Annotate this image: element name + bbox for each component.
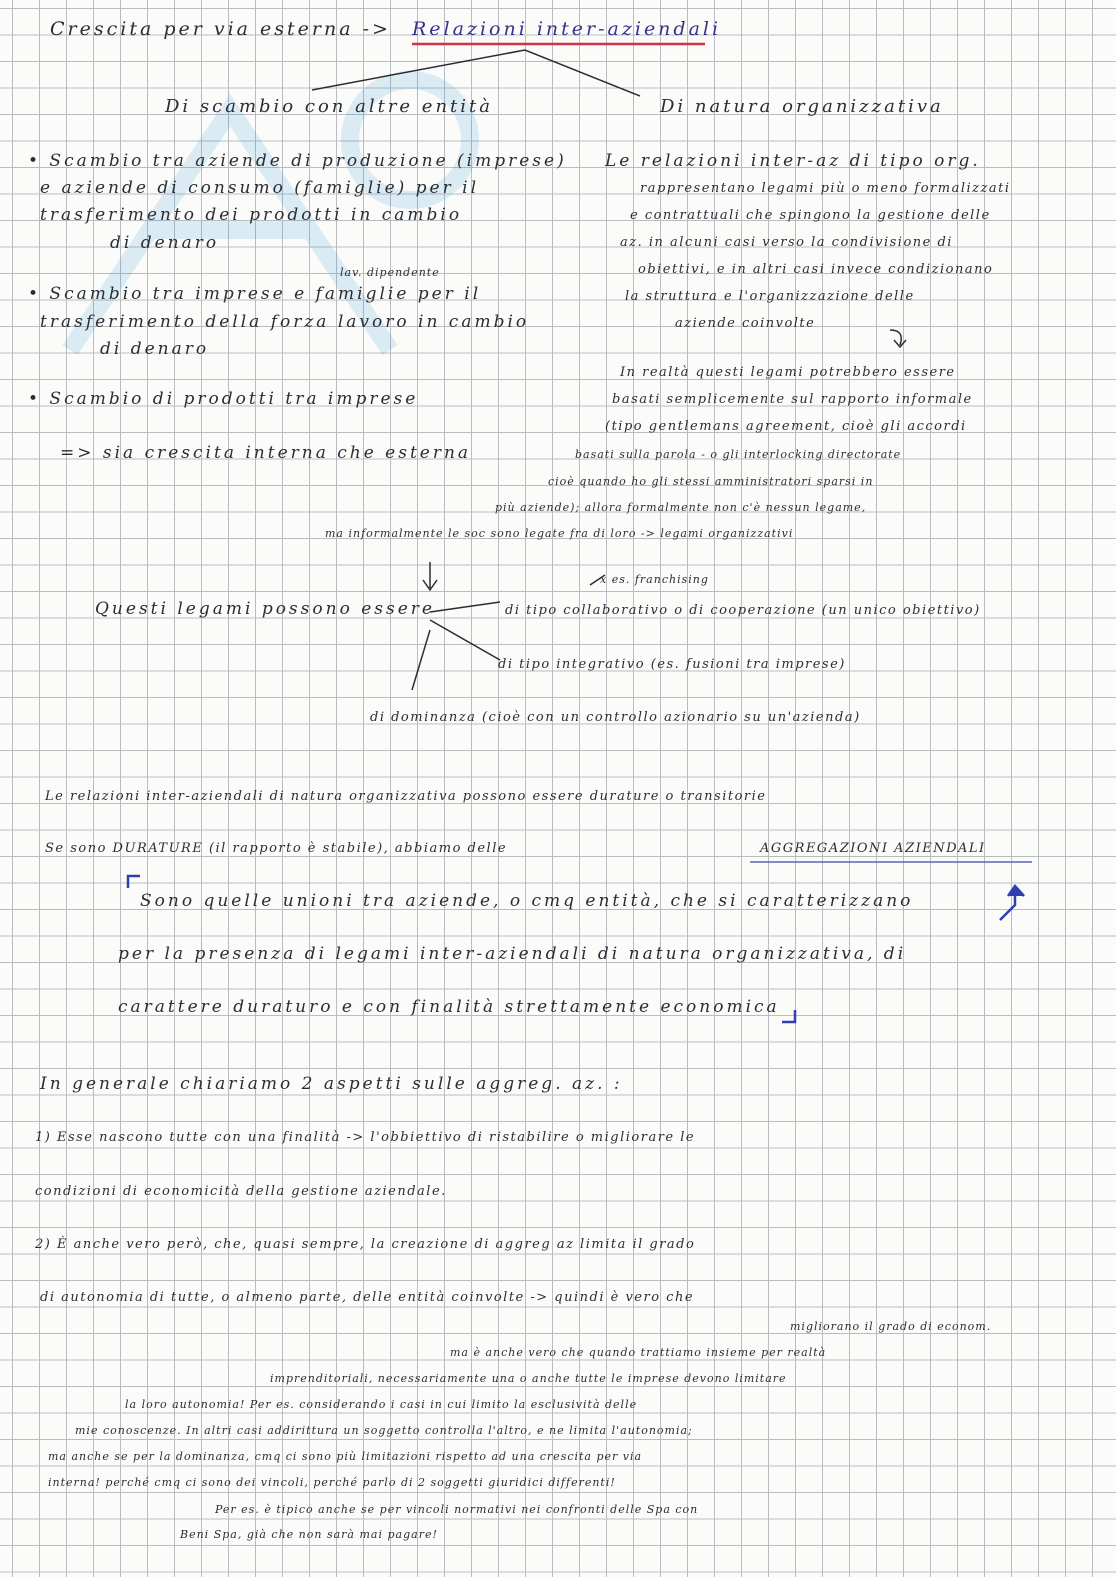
note-line-3: la loro autonomia! Per es. considerando i casi in cui limito la esclusività delle — [125, 1398, 638, 1411]
aggregazioni-heading: AGGREGAZIONI AZIENDALI — [760, 841, 986, 856]
right-text-4: az. in alcuni casi verso la condivisione di — [620, 235, 953, 250]
left-text-2: e aziende di consumo (famiglie) per il — [40, 178, 480, 198]
bracket-open-icon — [128, 876, 140, 888]
right-text-3: e contrattuali che spingono la gestione delle — [630, 208, 991, 223]
aspetto-2a: 2) È anche vero però, che, quasi sempre, la creazione di aggreg az limita il grado — [35, 1237, 696, 1252]
right-text-8: In realtà questi legami potrebbero essere — [620, 365, 956, 380]
note-franchising: x es. franchising — [600, 573, 709, 586]
left-note-lav: lav. dipendente — [340, 266, 440, 279]
right-text-1: Le relazioni inter-az di tipo org. — [605, 151, 981, 171]
aspetto-1a: 1) Esse nascono tutte con una finalità -> l'obbiettivo di ristabilire o migliorare le — [35, 1130, 696, 1145]
note-line-6: interna! perché cmq ci sono dei vincoli, perché parlo di 2 soggetti giuridici differenti! — [48, 1476, 616, 1489]
legami-collaborativo: di tipo collaborativo o di cooperazione (un unico obiettivo) — [505, 603, 981, 618]
def-line-1: Sono quelle unioni tra aziende, o cmq entità, che si caratterizzano — [140, 891, 914, 911]
aspetto-2c: migliorano il grado di econom. — [790, 1320, 992, 1333]
note-line-1: ma è anche vero che quando trattiamo insieme per realtà — [450, 1346, 827, 1359]
left-text-9: => sia crescita interna che esterna — [60, 443, 472, 463]
branch-organizzativa: Di natura organizzativa — [660, 96, 944, 117]
left-text-6: trasferimento della forza lavoro in cambio — [40, 312, 530, 332]
note-line-5: ma anche se per la dominanza, cmq ci sono più limitazioni rispetto ad una crescita per via — [48, 1450, 643, 1463]
branch-line-domin — [412, 630, 430, 690]
left-text-5: • Scambio tra imprese e famiglie per il — [28, 284, 482, 304]
heading-crescita: Crescita per via esterna -> — [50, 18, 391, 40]
right-text-12: cioè quando ho gli stessi amministratori sparsi in — [548, 475, 874, 488]
note-line-8: Beni Spa, già che non sarà mai pagare! — [180, 1528, 438, 1541]
left-text-1: • Scambio tra aziende di produzione (imprese) — [28, 151, 567, 171]
def-line-3: carattere duraturo e con finalità strettamente economica — [118, 997, 780, 1017]
aspetto-1b: condizioni di economicità della gestione aziendale. — [35, 1184, 447, 1199]
right-text-6: la struttura e l'organizzazione delle — [625, 289, 915, 304]
right-text-10: (tipo gentlemans agreement, cioè gli accordi — [605, 419, 967, 434]
branch-line-collab — [430, 602, 500, 612]
branch-scambio: Di scambio con altre entità — [165, 96, 493, 117]
down-arrow-icon — [423, 562, 437, 590]
bracket-close-icon — [782, 1010, 795, 1022]
right-text-5: obiettivi, e in altri casi invece condizionano — [638, 262, 994, 277]
heading-relazioni: Relazioni inter-aziendali — [412, 18, 722, 40]
left-text-7: di denaro — [100, 339, 210, 359]
curved-arrow-icon — [890, 330, 906, 347]
left-text-4: di denaro — [110, 233, 220, 253]
left-text-3: trasferimento dei prodotti in cambio — [40, 205, 463, 225]
durature-se: Se sono DURATURE (il rapporto è stabile), abbiamo delle — [45, 841, 508, 856]
branch-line-integr — [430, 620, 500, 660]
left-text-8: • Scambio di prodotti tra imprese — [28, 389, 419, 409]
right-text-2: rappresentano legami più o meno formalizzati — [640, 181, 1011, 196]
legami-integrativo: di tipo integrativo (es. fusioni tra imprese) — [498, 657, 846, 672]
aspetto-2b: di autonomia di tutte, o almeno parte, delle entità coinvolte -> quindi è vero che — [40, 1290, 695, 1305]
note-line-4: mie conoscenze. In altri casi addirittura un soggetto controlla l'altro, e ne limita l'autonomia; — [75, 1424, 693, 1437]
branch-lines-top — [312, 50, 640, 96]
right-text-9: basati semplicemente sul rapporto informale — [612, 392, 973, 407]
durature-intro: Le relazioni inter-aziendali di natura organizzativa possono essere durature o transitorie — [45, 789, 767, 804]
aspetti-intro: In generale chiariamo 2 aspetti sulle aggreg. az. : — [40, 1074, 623, 1094]
legami-dominanza: di dominanza (cioè con un controllo azionario su un'azienda) — [370, 710, 861, 725]
right-text-11: basati sulla parola - o gli interlocking directorate — [575, 448, 902, 461]
right-text-14: ma informalmente le soc sono legate fra di loro -> legami organizzativi — [325, 527, 794, 540]
right-text-13: più aziende); allora formalmente non c'è nessun legame, — [495, 501, 867, 514]
right-text-7: aziende coinvolte — [675, 316, 816, 331]
legami-intro: Questi legami possono essere — [95, 599, 435, 619]
note-line-7: Per es. è tipico anche se per vincoli normativi nei confronti delle Spa con — [215, 1503, 699, 1516]
note-line-2: imprenditoriali, necessariamente una o anche tutte le imprese devono limitare — [270, 1372, 787, 1385]
up-arrow-blue-icon — [1000, 890, 1015, 920]
def-line-2: per la presenza di legami inter-aziendali di natura organizzativa, di — [118, 944, 907, 964]
